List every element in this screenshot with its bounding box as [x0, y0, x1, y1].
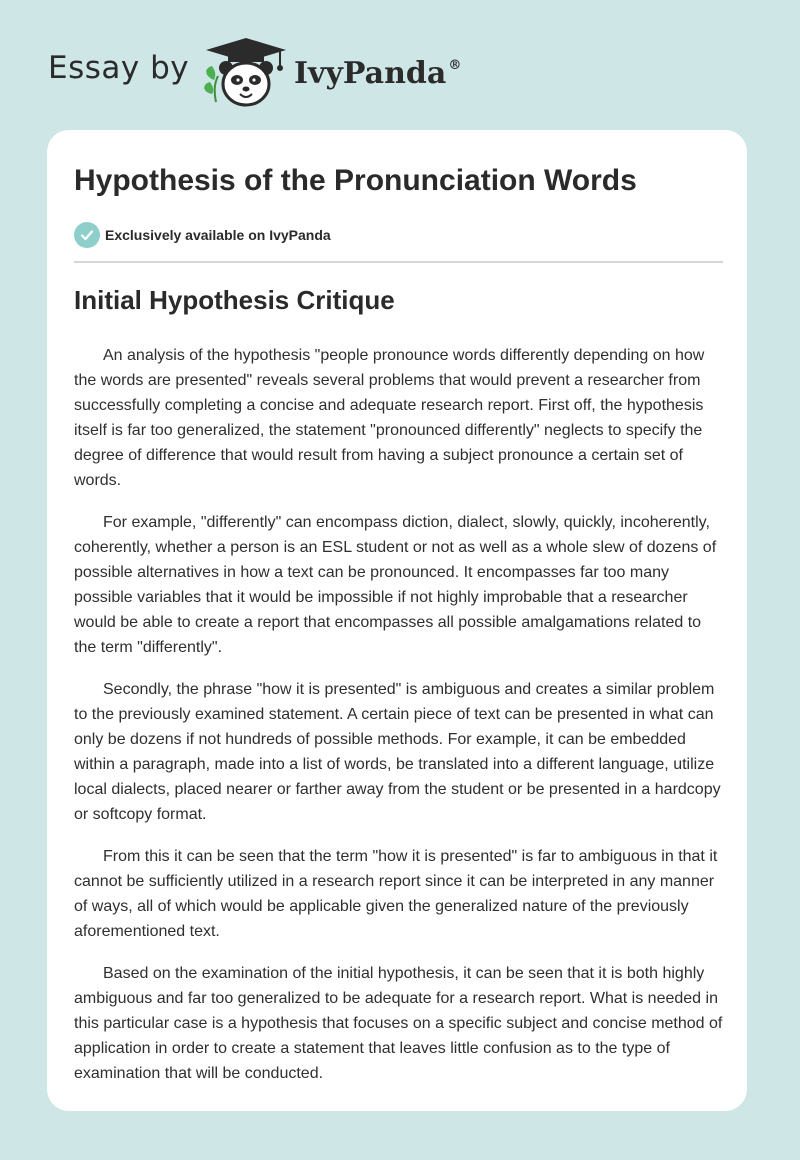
exclusive-badge	[74, 222, 331, 248]
site-header	[0, 0, 800, 125]
essay-by-label: Essay by	[48, 50, 190, 86]
paragraph: Secondly, the phrase "how it is presented" is ambiguous and creates a similar problem to the previously examined statement. A certain piece of text can be presented in what can only be dozens if not hundreds of possible methods. For example, it can be embedded within a paragraph, made into a list of words, be translated into a different language, utilize local dialects, placed nearer or farther away from the student or be presented in a hardcopy or softcopy format.	[74, 681, 721, 823]
paragraph: From this it can be seen that the term "how it is presented" is far to ambiguous in that it cannot be sufficiently utilized in a research report since it can be interpreted in any manner of ways, all of which would be applicable given the generalized nature of the previously aforementioned text.	[74, 848, 718, 940]
paragraph: An analysis of the hypothesis "people pronounce words differently depending on how the words are presented" reveals several problems that would prevent a researcher from successfully completing a concise and adequate research report. First off, the hypothesis itself is far too generalized, the statement "pronounced differently" neglects to specify the degree of difference that would result from having a subject pronounce a certain set of words.	[74, 347, 705, 489]
divider	[74, 261, 723, 263]
essay-card	[47, 130, 747, 1111]
paragraph: For example, "differently" can encompass diction, dialect, slowly, quickly, incoherently, coherently, whether a person is an ESL student or not as well as a whole slew of dozens of possible alternatives in how a text can be pronounced. It encompasses far too many possible variables that it would be impossible if not highly improbable that a researcher would be able to create a report that encompasses all possible amalgamations related to the term "differently".	[74, 514, 717, 656]
paragraph: Based on the examination of the initial hypothesis, it can be seen that it is both highly ambiguous and far too generalized to be adequate for a research report. What is needed in this particular case is a hypothesis that focuses on a specific subject and concise method of application in order to create a statement that leaves little confusion as to the type of examination that will be conducted.	[74, 965, 723, 1082]
section-heading: Initial Hypothesis Critique	[74, 285, 395, 315]
panda-graduate-logo-icon[interactable]	[200, 36, 292, 108]
brand-name[interactable]: IvyPanda ®	[294, 56, 462, 91]
page-title: Hypothesis of the Pronunciation Words	[74, 164, 637, 197]
badge-label: Exclusively available on IvyPanda	[105, 227, 331, 243]
essay-body	[74, 343, 724, 1103]
check-circle-icon	[74, 222, 100, 248]
